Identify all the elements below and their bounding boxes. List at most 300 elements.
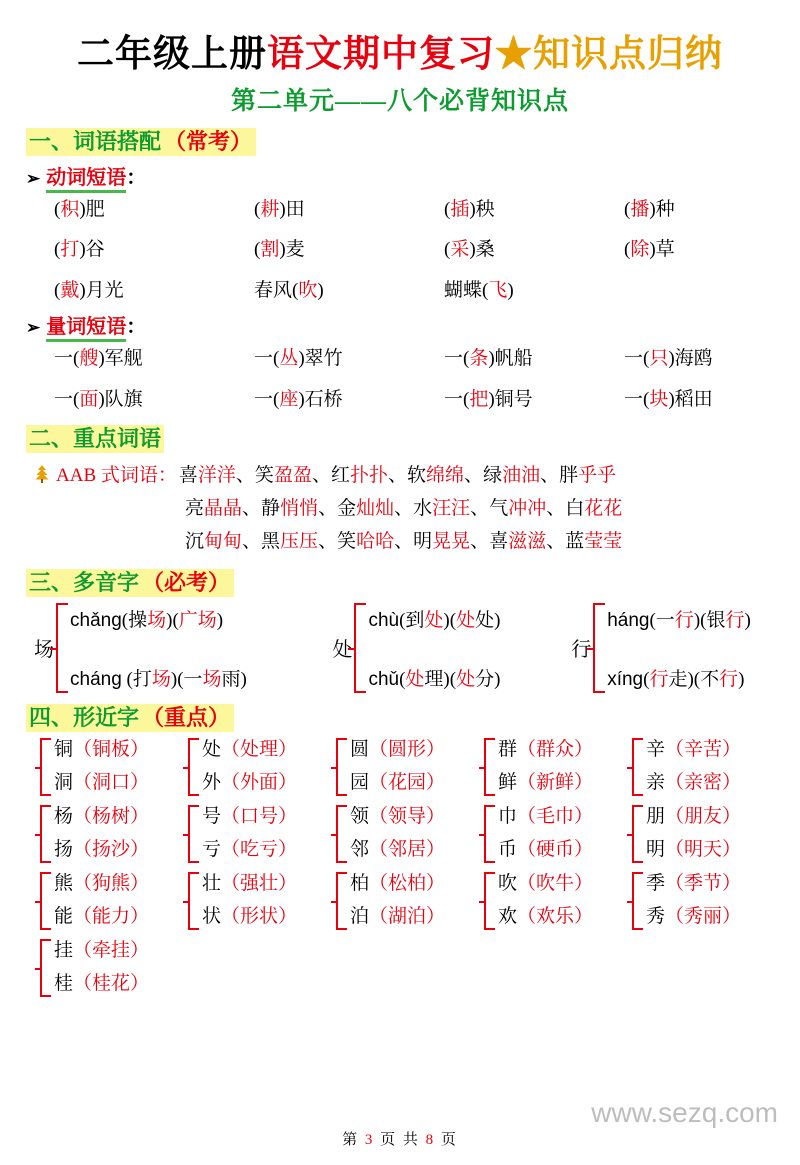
word-prefix: (: [449, 668, 457, 690]
aab-word-head: 喜: [489, 531, 509, 553]
similar-characters-pair: [484, 872, 632, 930]
character: 巾: [498, 806, 518, 828]
polyphone-line: [70, 664, 247, 691]
aab-word-tail: 莹莹: [584, 531, 623, 553]
similar-character-entry: [54, 907, 149, 928]
subheading-verb-phrases-label: 动词短语: [46, 167, 126, 193]
character: 处: [202, 739, 222, 761]
word-suffix: ): [744, 609, 751, 631]
title-part-summary: 知识点归纳: [533, 34, 723, 75]
character: 柏: [350, 873, 370, 895]
word-prefix: (: [172, 609, 179, 631]
subheading-measure-phrases-label: 量词短语: [46, 316, 126, 342]
character: 桂: [54, 973, 74, 995]
phrase-suffix: )肥: [79, 198, 105, 220]
phrase-cell: [254, 195, 444, 224]
example-word: （能力）: [73, 906, 150, 928]
example-word: （新鲜）: [517, 772, 594, 794]
word-highlight: 处: [456, 668, 476, 690]
phrase-answer: 割: [260, 239, 280, 261]
word-prefix: (操: [121, 609, 148, 631]
aab-row: [34, 492, 800, 525]
character: 季: [646, 873, 666, 895]
aab-word-tail: 冲冲: [508, 497, 547, 519]
arrow-bullet-icon: ➢: [26, 318, 41, 338]
character: 状: [202, 906, 222, 928]
aab-word-tail: 悄悄: [280, 497, 319, 519]
word-prefix: (一: [177, 668, 203, 690]
aab-word-head: 水: [413, 497, 433, 519]
character: 杨: [54, 806, 74, 828]
character: 号: [202, 806, 222, 828]
similar-character-entry: [202, 840, 297, 861]
polyphone-line: [368, 664, 500, 691]
phrase-suffix: )种: [649, 198, 675, 220]
character: 币: [498, 839, 518, 861]
similar-character-entry: [498, 807, 593, 828]
brace-connector: [484, 872, 495, 930]
character: 园: [350, 772, 370, 794]
section-heading-1-note: （常考）: [164, 128, 256, 156]
example-word: （湖泊）: [369, 906, 446, 928]
phrase-suffix: )海鸥: [668, 348, 713, 370]
polyphone-line: [607, 664, 751, 691]
example-word: （季节）: [665, 873, 742, 895]
brace-connector: [336, 872, 347, 930]
character: 亏: [202, 839, 222, 861]
phrase-cell: [54, 276, 254, 305]
aab-row: [34, 459, 800, 492]
brace-connector: [484, 738, 495, 796]
similar-characters-items: [202, 740, 297, 794]
polyphone-lines: [607, 605, 751, 691]
aab-word-head: 黑: [261, 531, 281, 553]
example-word: （群众）: [517, 739, 594, 761]
similar-character-entry: [54, 941, 149, 962]
similar-characters-row: [40, 872, 800, 930]
aab-word-tail: 灿灿: [356, 497, 395, 519]
similar-characters-pair: [336, 805, 484, 863]
aab-word-head: 明: [413, 531, 433, 553]
similar-characters-items: [54, 941, 149, 995]
word-highlight: 处: [424, 609, 444, 631]
word-highlight: 处: [456, 609, 476, 631]
aab-word-tail: 汪汪: [432, 497, 471, 519]
phrase-suffix: )铜号: [488, 388, 533, 410]
phrase-cell: [54, 385, 254, 414]
aab-separator: 、: [546, 531, 566, 553]
aab-separator: 、: [318, 531, 338, 553]
page-subtitle: 第二单元——八个必背知识点: [230, 88, 569, 116]
subheading-measure-phrases: [26, 314, 800, 340]
example-word: （扬沙）: [73, 839, 150, 861]
document-page: [0, 34, 800, 1165]
similar-characters-pair: [632, 805, 780, 863]
phrase-cell: [444, 195, 624, 224]
phrase-suffix: )麦: [279, 239, 305, 261]
similar-character-entry: [646, 740, 741, 761]
similar-characters-row: [40, 805, 800, 863]
character: 群: [498, 739, 518, 761]
aab-separator: 、: [470, 497, 490, 519]
word-highlight: 处: [405, 668, 425, 690]
similar-characters-items: [498, 740, 593, 794]
tree-icon: [34, 461, 50, 480]
similar-character-entry: [54, 840, 149, 861]
phrase-suffix: )草: [649, 239, 675, 261]
example-word: （硬币）: [517, 839, 594, 861]
word-suffix: ): [738, 668, 745, 690]
character: 铜: [54, 739, 74, 761]
similar-character-entry: [54, 874, 149, 895]
similar-characters-items: [646, 807, 741, 861]
page-footer: [0, 1128, 800, 1149]
phrase-prefix: 一(: [624, 388, 650, 410]
pinyin: háng: [607, 609, 650, 631]
phrase-answer: 条: [469, 348, 489, 370]
example-word: （松柏）: [369, 873, 446, 895]
word-suffix: 走): [668, 668, 694, 690]
aab-word-tail: 晃晃: [432, 531, 471, 553]
polyphone-group: [332, 603, 571, 693]
phrase-prefix: 一(: [444, 388, 470, 410]
example-word: （明天）: [665, 839, 742, 861]
word-highlight: 场: [147, 609, 167, 631]
similar-character-entry: [498, 740, 593, 761]
page-title: [0, 34, 800, 75]
aab-word-head: 笑: [337, 531, 357, 553]
aab-word-tail: 哈哈: [356, 531, 395, 553]
aab-words: [185, 492, 622, 525]
similar-characters-row: [40, 939, 800, 997]
phrase-suffix: )石桥: [298, 388, 343, 410]
section-heading-4: [26, 704, 234, 732]
polyphone-block: [0, 603, 800, 693]
aab-separator: 、: [235, 464, 255, 486]
example-word: （桂花）: [73, 973, 150, 995]
aab-separator: 、: [394, 531, 414, 553]
aab-word-head: 软: [407, 464, 427, 486]
aab-separator: 、: [464, 464, 484, 486]
aab-word-tail: 洋洋: [197, 464, 236, 486]
word-suffix: ): [216, 609, 224, 631]
phrase-answer: 艘: [79, 348, 99, 370]
phrase-prefix: (: [444, 198, 451, 220]
aab-separator: 、: [470, 531, 490, 553]
brace-connector: [354, 603, 366, 693]
example-word: （强壮）: [221, 873, 298, 895]
example-word: （形状）: [221, 906, 298, 928]
character: 明: [646, 839, 666, 861]
phrase-cell: [624, 385, 754, 414]
example-word: （圆形）: [369, 739, 446, 761]
similar-character-entry: [350, 907, 445, 928]
word-prefix: (不: [693, 668, 720, 690]
pinyin: chù: [368, 609, 400, 631]
polyphone-char: 行: [571, 639, 592, 662]
aab-label: AAB 式词语：: [56, 464, 177, 486]
star-icon: ★: [495, 34, 533, 75]
polyphone-char: 处: [332, 639, 353, 662]
phrase-prefix: 一(: [254, 388, 280, 410]
phrase-cell: [54, 195, 254, 224]
brace-connector: [484, 805, 495, 863]
phrase-suffix: )队旗: [98, 388, 143, 410]
similar-characters-pair: [632, 738, 780, 796]
similar-characters-items: [54, 874, 149, 928]
section-heading-4-note: （重点）: [142, 704, 234, 732]
similar-characters-pair: [336, 872, 484, 930]
example-word: （毛巾）: [517, 806, 594, 828]
phrase-prefix: (: [54, 239, 61, 261]
aab-word-tail: 甸甸: [204, 531, 243, 553]
footer-prefix: 第: [342, 1132, 360, 1148]
verb-phrase-grid: [54, 195, 754, 305]
character: 吹: [498, 873, 518, 895]
aab-word-tail: 乎乎: [578, 464, 617, 486]
phrase-answer: 只: [649, 348, 669, 370]
similar-character-entry: [54, 740, 149, 761]
similar-character-entry: [498, 907, 593, 928]
aab-word-tail: 盈盈: [273, 464, 312, 486]
word-suffix: 处): [475, 609, 501, 631]
character: 挂: [54, 940, 74, 962]
example-word: （洞口）: [73, 772, 150, 794]
similar-character-entry: [202, 874, 297, 895]
similar-character-entry: [54, 773, 149, 794]
example-word: （吃亏）: [221, 839, 298, 861]
pinyin: cháng: [70, 668, 122, 690]
word-suffix: 理): [424, 668, 450, 690]
aab-separator: 、: [388, 464, 408, 486]
section-heading-2-label: 二、重点词语: [26, 425, 164, 453]
phrase-suffix: ): [507, 279, 514, 301]
character: 外: [202, 772, 222, 794]
similar-characters-pair: [40, 805, 188, 863]
phrase-cell: [254, 235, 444, 264]
similar-character-entry: [54, 974, 149, 995]
similar-characters-items: [350, 740, 445, 794]
similar-characters-pair: [40, 872, 188, 930]
aab-separator: 、: [242, 497, 262, 519]
word-highlight: 广场: [178, 609, 217, 631]
similar-character-entry: [498, 874, 593, 895]
aab-word-head: 静: [261, 497, 281, 519]
arrow-bullet-icon: ➢: [26, 168, 41, 188]
aab-word-tail: 晶晶: [204, 497, 243, 519]
phrase-answer: 打: [60, 239, 80, 261]
phrase-suffix: )稻田: [668, 388, 713, 410]
word-suffix: ): [443, 609, 450, 631]
aab-word-head: 金: [337, 497, 357, 519]
phrase-cell: [624, 195, 754, 224]
phrase-answer: 插: [450, 198, 470, 220]
similar-characters-pair: [484, 738, 632, 796]
aab-words: [185, 525, 622, 558]
word-highlight: 行: [649, 668, 669, 690]
polyphone-group: [571, 603, 800, 693]
similar-characters-items: [498, 874, 593, 928]
phrase-cell: [54, 235, 254, 264]
similar-characters-block: [40, 738, 800, 997]
aab-separator: 、: [540, 464, 560, 486]
example-word: （口号）: [221, 806, 298, 828]
brace-connector: [632, 738, 643, 796]
brace-connector: [593, 603, 605, 693]
phrase-suffix: )军舰: [98, 348, 143, 370]
phrase-answer: 把: [469, 388, 489, 410]
character: 壮: [202, 873, 222, 895]
word-suffix: 雨): [221, 668, 247, 690]
word-prefix: (: [399, 668, 406, 690]
brace-connector: [336, 738, 347, 796]
section-heading-3-label: 三、多音字: [26, 569, 142, 597]
phrase-suffix: )田: [279, 198, 305, 220]
brace-connector: [632, 872, 643, 930]
section-heading-3: [26, 569, 234, 597]
similar-characters-items: [54, 740, 149, 794]
aab-separator: 、: [242, 531, 262, 553]
similar-characters-pair: [632, 872, 780, 930]
character: 秀: [646, 906, 666, 928]
phrase-suffix: )秧: [469, 198, 495, 220]
similar-character-entry: [350, 773, 445, 794]
word-prefix: (到: [399, 609, 425, 631]
aab-separator: 、: [318, 497, 338, 519]
phrase-answer: 吹: [298, 279, 318, 301]
word-prefix: (银: [700, 609, 726, 631]
phrase-answer: 座: [279, 388, 299, 410]
similar-character-entry: [350, 840, 445, 861]
character: 朋: [646, 806, 666, 828]
polyphone-lines: [70, 605, 247, 691]
example-word: （欢乐）: [517, 906, 594, 928]
word-highlight: 行: [719, 668, 739, 690]
similar-character-entry: [350, 874, 445, 895]
phrase-answer: 除: [630, 239, 650, 261]
aab-word-head: 蓝: [565, 531, 585, 553]
similar-characters-items: [350, 874, 445, 928]
similar-characters-items: [350, 807, 445, 861]
brace-connector: [40, 738, 51, 796]
phrase-suffix: ): [317, 279, 324, 301]
phrase-answer: 面: [79, 388, 99, 410]
similar-character-entry: [498, 840, 593, 861]
pinyin: xíng: [607, 668, 644, 690]
similar-character-entry: [54, 807, 149, 828]
word-prefix: (一: [649, 609, 675, 631]
polyphone-line: [70, 605, 247, 632]
polyphone-lines: [368, 605, 500, 691]
phrase-cell: [444, 385, 624, 414]
aab-word-head: 绿: [483, 464, 503, 486]
phrase-prefix: 一(: [54, 388, 80, 410]
aab-word-block: [34, 459, 800, 559]
aab-word-head: 气: [489, 497, 509, 519]
phrase-answer: 戴: [60, 279, 80, 301]
polyphone-line: [607, 605, 751, 632]
subheading-colon: ：: [126, 316, 147, 339]
aab-words: [179, 459, 616, 492]
similar-characters-row: [40, 738, 800, 796]
similar-character-entry: [646, 773, 741, 794]
character: 亲: [646, 772, 666, 794]
footer-suffix: 页: [440, 1132, 458, 1148]
phrase-answer: 耕: [260, 198, 280, 220]
phrase-prefix: 一(: [254, 348, 280, 370]
footer-total-pages: 8: [425, 1132, 436, 1148]
example-word: （牵挂）: [73, 940, 150, 962]
measure-phrase-grid: [54, 344, 754, 414]
similar-characters-items: [202, 807, 297, 861]
aab-word-head: 笑: [254, 464, 274, 486]
phrase-suffix: )月光: [79, 279, 124, 301]
aab-separator: 、: [546, 497, 566, 519]
section-heading-1-label: 一、词语搭配: [26, 128, 164, 156]
example-word: （狗熊）: [73, 873, 150, 895]
word-prefix: (打: [121, 668, 152, 690]
section-heading-1: [26, 128, 256, 156]
character: 欢: [498, 906, 518, 928]
phrase-suffix: )谷: [79, 239, 105, 261]
phrase-cell: [444, 344, 624, 373]
example-word: （亲密）: [665, 772, 742, 794]
phrase-cell: [254, 344, 444, 373]
phrase-prefix: (: [624, 239, 631, 261]
word-suffix: ): [166, 609, 173, 631]
character: 辛: [646, 739, 666, 761]
similar-characters-pair: [188, 738, 336, 796]
similar-character-entry: [646, 840, 741, 861]
phrase-suffix: )桑: [469, 239, 495, 261]
polyphone-line: [368, 605, 500, 632]
similar-characters-pair: [336, 738, 484, 796]
similar-character-entry: [202, 740, 297, 761]
phrase-answer: 积: [60, 198, 80, 220]
phrase-suffix: )帆船: [488, 348, 533, 370]
example-word: （邻居）: [369, 839, 446, 861]
phrase-cell: [54, 344, 254, 373]
polyphone-char: 场: [34, 639, 54, 662]
similar-character-entry: [646, 874, 741, 895]
pinyin: chǔ: [368, 668, 400, 690]
phrase-answer: 丛: [279, 348, 299, 370]
phrase-answer: 采: [450, 239, 470, 261]
aab-word-head: 亮: [185, 497, 205, 519]
phrase-cell: [254, 385, 444, 414]
similar-characters-items: [646, 874, 741, 928]
phrase-cell: [624, 276, 754, 305]
example-word: （杨树）: [73, 806, 150, 828]
example-word: （铜板）: [73, 739, 150, 761]
character: 能: [54, 906, 74, 928]
character: 邻: [350, 839, 370, 861]
similar-character-entry: [646, 807, 741, 828]
similar-characters-items: [498, 807, 593, 861]
brace-connector: [56, 603, 68, 693]
phrase-prefix: 一(: [624, 348, 650, 370]
similar-characters-pair: [188, 872, 336, 930]
phrase-answer: 块: [649, 388, 669, 410]
character: 领: [350, 806, 370, 828]
aab-word-tail: 油油: [502, 464, 541, 486]
aab-separator: 、: [394, 497, 414, 519]
word-prefix: (: [449, 609, 457, 631]
similar-character-entry: [202, 773, 297, 794]
phrase-prefix: (: [444, 239, 451, 261]
section-heading-2: [26, 425, 164, 453]
word-highlight: 场: [151, 668, 171, 690]
